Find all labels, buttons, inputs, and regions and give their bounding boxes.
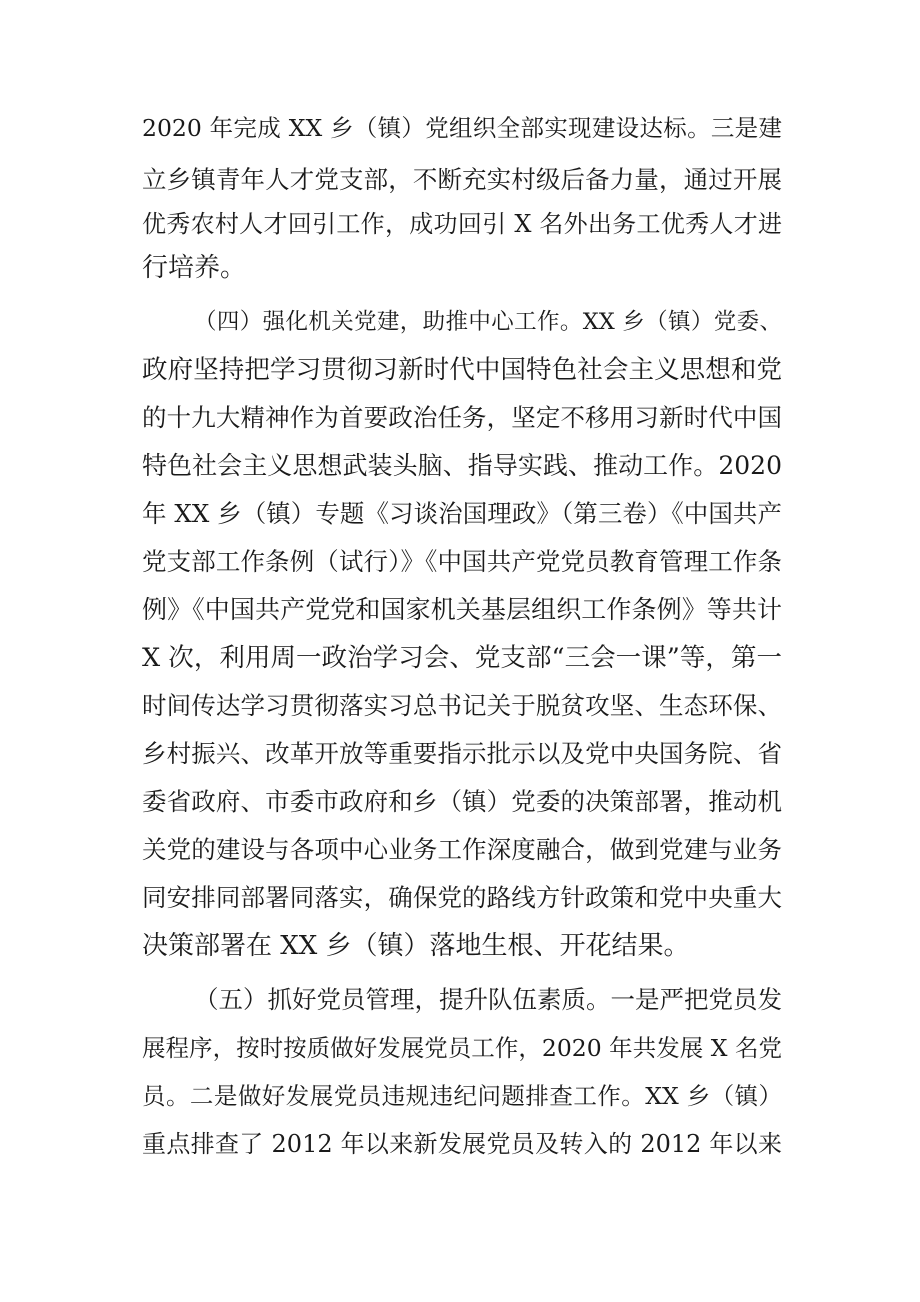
text-line: X 次，利用周一政治学习会、党支部“三会一课”等，第一: [142, 643, 782, 673]
text-line: 的十九大精神作为首要政治任务，坚定不移用习新时代中国: [142, 403, 782, 432]
text-line: 行培养。: [142, 253, 247, 283]
text-line: 重点排查了 2012 年以来新发展党员及转入的 2012 年以来: [142, 1130, 782, 1158]
text-line: 优秀农村人才回引工作，成功回引 X 名外出务工优秀人才进: [142, 210, 782, 238]
text-line: 乡村振兴、改革开放等重要指示批示以及党中央国务院、省: [142, 739, 782, 768]
text-line: 决策部署在 XX 乡（镇）落地生根、开花结果。: [142, 931, 690, 961]
section-heading-line: （五）抓好党员管理，提升队伍素质。一是严把党员发: [194, 985, 782, 1014]
text-line: 年 XX 乡（镇）专题《习谈治国理政》（第三卷）《中国共产: [142, 499, 782, 528]
section-heading-line: （四）强化机关党建，助推中心工作。XX 乡（镇）党委、: [194, 309, 782, 335]
text-line: 特色社会主义思想武装头脑、指导实践、推动工作。2020: [142, 451, 782, 480]
text-line: 关党的建设与各项中心业务工作深度融合，做到党建与业务: [142, 835, 782, 864]
text-line: 展程序，按时按质做好发展党员工作，2020 年共发展 X 名党: [142, 1034, 782, 1062]
text-line: 立乡镇青年人才党支部，不断充实村级后备力量，通过开展: [142, 165, 782, 194]
text-line: 委省政府、市委市政府和乡（镇）党委的决策部署，推动机: [142, 787, 782, 816]
text-line: 2020 年完成 XX 乡（镇）党组织全部实现建设达标。三是建: [142, 114, 782, 142]
text-line: 员。二是做好发展党员违规违纪问题排查工作。XX 乡（镇）: [142, 1082, 782, 1110]
text-line: 政府坚持把学习贯彻习新时代中国特色社会主义思想和党: [142, 355, 782, 385]
text-line: 例》《中国共产党党和国家机关基层组织工作条例》等共计: [142, 595, 782, 624]
text-line: 党支部工作条例（试行）》《中国共产党党员教育管理工作条: [142, 547, 782, 576]
text-line: 时间传达学习贯彻落实习总书记关于脱贫攻坚、生态环保、: [142, 691, 782, 720]
text-line: 同安排同部署同落实，确保党的路线方针政策和党中央重大: [142, 883, 782, 912]
